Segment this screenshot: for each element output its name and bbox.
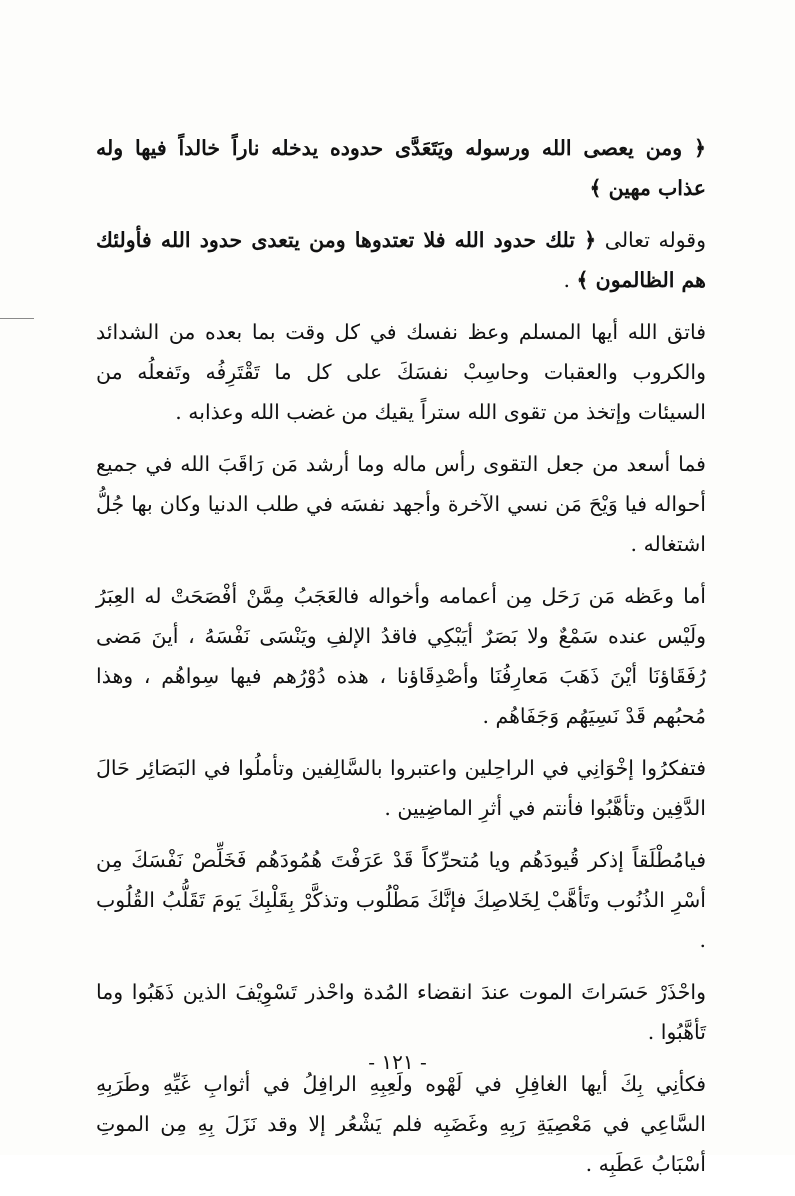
- paragraph: فما أسعد من جعل التقوى رأس ماله وما أرشد مَن رَاقَبَ الله في جميع أحواله فيا وَيْحَ مَن نسي الآخرة وأجهد نفسَه في طلب الدنيا وكان بها جُلُّ اشتغاله .: [96, 452, 706, 556]
- body-text: [96, 128, 706, 1196]
- paragraph: فكأنِي بِكَ أيها الغافِلِ في لَهْوه ولَعِبِهِ الرافِلُ في أثوابِ غَيِّهِ وطَرَبِهِ السَّاعِي في مَعْصِيَةِ رَبِهِ وغَضَبِه فلم يَشْعُر إلا وقد نَزَلَ بِهِ مِن الموتِ أسْبَابُ عَطَبِه .: [96, 1072, 706, 1176]
- verse-tail-text: .: [563, 268, 577, 292]
- paragraph: فاتق الله أيها المسلم وعظ نفسك في كل وقت بما بعده من الشدائد والكروب والعقبات وحاسِبْ نفسَكَ على كل ما تَقْتَرِفُه وتَفعلُه من السيئات وإتخذ من تقوى الله ستراً يقيك من غضب الله وعذابه .: [96, 320, 706, 424]
- verse-lead-text: وقوله تعالى: [596, 228, 706, 252]
- quran-verse-quote: ﴿ تلك حدود الله فلا تعتدوها ومن يتعدى حدود الله فأولئك هم الظالمون ﴾: [96, 228, 706, 292]
- paragraph: أما وعَظه مَن رَحَل مِن أعمامه وأخواله فالعَجَبُ مِمَّنْ أفْصَحَتْ له العِبَرُ ولَيْس عنده سَمْعٌ ولا بَصَرٌ أيَبْكِي فاقدُ الإلفِ ويَنْسَى نَفْسَهُ ، أينَ مَضى رُفَقَاؤنَا أيْنَ ذَهَبَ مَعارِفُنَا وأصْدِقَاؤنا ، هذه دُوْرُهم فيها سِواهُم ، وهذا مُحبُهم قَدْ نَسِيَهُم وَجَفَاهُم .: [96, 584, 706, 728]
- paragraph: واحْذَرْ حَسَراتَ الموت عندَ انقضاء المُدة واحْذر تَسْوِيْفَ الذين ذَهَبُوا وما تَأهَّبُوا .: [96, 980, 706, 1044]
- paragraph: فيامُطْلَقاً إذكر قُيودَهُم ويا مُتحرِّكاً قَدْ عَرَفْتَ هُمُودَهُم فَخَلِّصْ نَفْسَكَ مِن أسْرِ الذُنُوب وتَأهَّبْ لِخَلاصِكَ فإنَّكَ مَطْلُوب وتذكَّرْ بِقَلْبِكَ يَومَ تَقَلُّبُ القُلُوب .: [96, 848, 706, 952]
- page-number: - ١٢١ -: [368, 1050, 427, 1074]
- quran-verse-paragraph: ﴿ ومن يعصى الله ورسوله ويَتَعَدَّى حدوده يدخله ناراً خالداً فيها وله عذاب مهين ﴾: [96, 136, 706, 200]
- verse-citation-paragraph: [96, 220, 706, 300]
- paragraph: فتفكرُوا إخْوَانِي في الراحِلين واعتبروا بالسَّالِفين وتأملُوا في البَصَائِر حَالَ الدَّفِين وتأهَّبُوا فأنتم في أثرِ الماضِيين .: [96, 756, 706, 820]
- margin-scan-mark: [0, 318, 34, 319]
